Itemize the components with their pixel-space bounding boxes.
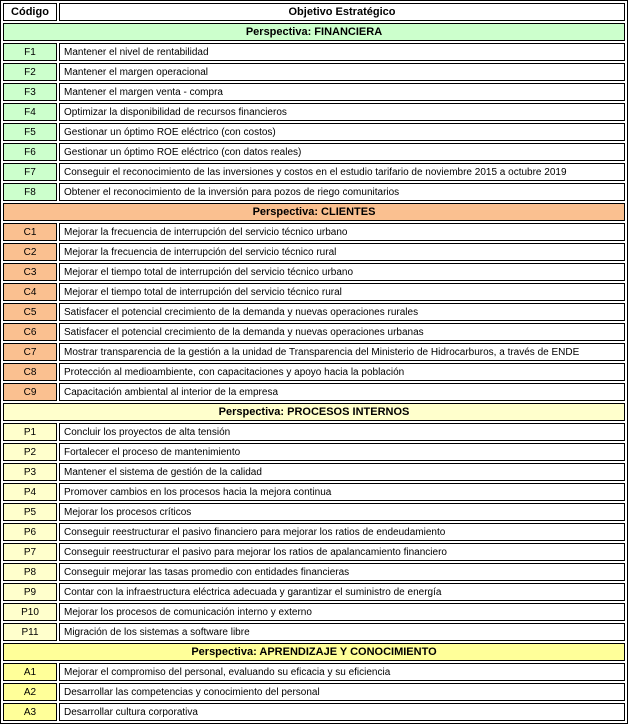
objective-cell: Mantener el margen venta - compra bbox=[59, 83, 625, 101]
objective-row bbox=[3, 563, 625, 581]
code-cell: C4 bbox=[3, 283, 57, 301]
objective-cell: Optimizar la disponibilidad de recursos financieros bbox=[59, 103, 625, 121]
code-cell: P11 bbox=[3, 623, 57, 641]
table-header-row bbox=[3, 3, 625, 21]
code-cell: P3 bbox=[3, 463, 57, 481]
objective-row bbox=[3, 243, 625, 261]
code-cell: F3 bbox=[3, 83, 57, 101]
code-cell: C1 bbox=[3, 223, 57, 241]
objective-row bbox=[3, 123, 625, 141]
objective-cell: Mejorar el tiempo total de interrupción del servicio técnico rural bbox=[59, 283, 625, 301]
code-cell: F7 bbox=[3, 163, 57, 181]
code-cell: P7 bbox=[3, 543, 57, 561]
code-cell: P2 bbox=[3, 443, 57, 461]
code-cell: A3 bbox=[3, 703, 57, 721]
objective-row bbox=[3, 363, 625, 381]
column-header-codigo: Código bbox=[3, 3, 57, 21]
objective-cell: Mejorar los procesos de comunicación interno y externo bbox=[59, 603, 625, 621]
objective-cell: Mejorar la frecuencia de interrupción del servicio técnico urbano bbox=[59, 223, 625, 241]
code-cell: A1 bbox=[3, 663, 57, 681]
code-cell: C5 bbox=[3, 303, 57, 321]
objective-cell: Capacitación ambiental al interior de la empresa bbox=[59, 383, 625, 401]
objective-cell: Concluir los proyectos de alta tensión bbox=[59, 423, 625, 441]
objective-cell: Gestionar un óptimo ROE eléctrico (con datos reales) bbox=[59, 143, 625, 161]
table-body bbox=[3, 23, 625, 721]
objective-cell: Conseguir mejorar las tasas promedio con entidades financieras bbox=[59, 563, 625, 581]
objective-cell: Satisfacer el potencial crecimiento de la demanda y nuevas operaciones rurales bbox=[59, 303, 625, 321]
objective-row bbox=[3, 63, 625, 81]
code-cell: C7 bbox=[3, 343, 57, 361]
code-cell: F2 bbox=[3, 63, 57, 81]
objective-cell: Fortalecer el proceso de mantenimiento bbox=[59, 443, 625, 461]
objective-row bbox=[3, 83, 625, 101]
objective-cell: Mejorar el tiempo total de interrupción del servicio técnico urbano bbox=[59, 263, 625, 281]
code-cell: C9 bbox=[3, 383, 57, 401]
code-cell: A2 bbox=[3, 683, 57, 701]
objective-row bbox=[3, 323, 625, 341]
objective-row bbox=[3, 163, 625, 181]
code-cell: F1 bbox=[3, 43, 57, 61]
objective-row bbox=[3, 483, 625, 501]
objective-row bbox=[3, 443, 625, 461]
objective-row bbox=[3, 503, 625, 521]
code-cell: F8 bbox=[3, 183, 57, 201]
code-cell: P5 bbox=[3, 503, 57, 521]
objective-row bbox=[3, 343, 625, 361]
objective-row bbox=[3, 583, 625, 601]
objective-cell: Promover cambios en los procesos hacia la mejora continua bbox=[59, 483, 625, 501]
code-cell: P10 bbox=[3, 603, 57, 621]
objective-cell: Conseguir el reconocimiento de las inversiones y costos en el estudio tarifario de noviembre 2015 a octubre 2019 bbox=[59, 163, 625, 181]
section-title: Perspectiva: FINANCIERA bbox=[3, 23, 625, 41]
objective-row bbox=[3, 543, 625, 561]
objective-row bbox=[3, 523, 625, 541]
code-cell: C2 bbox=[3, 243, 57, 261]
code-cell: P6 bbox=[3, 523, 57, 541]
code-cell: P1 bbox=[3, 423, 57, 441]
objective-row bbox=[3, 103, 625, 121]
objective-row bbox=[3, 43, 625, 61]
objective-cell: Desarrollar cultura corporativa bbox=[59, 703, 625, 721]
objective-cell: Gestionar un óptimo ROE eléctrico (con costos) bbox=[59, 123, 625, 141]
objective-row bbox=[3, 663, 625, 681]
objective-row bbox=[3, 283, 625, 301]
objective-cell: Satisfacer el potencial crecimiento de la demanda y nuevas operaciones urbanas bbox=[59, 323, 625, 341]
objective-row bbox=[3, 683, 625, 701]
section-header-row bbox=[3, 403, 625, 421]
code-cell: C3 bbox=[3, 263, 57, 281]
objective-cell: Desarrollar las competencias y conocimiento del personal bbox=[59, 683, 625, 701]
code-cell: F6 bbox=[3, 143, 57, 161]
objective-cell: Mejorar el compromiso del personal, evaluando su eficacia y su eficiencia bbox=[59, 663, 625, 681]
objective-row bbox=[3, 183, 625, 201]
objective-cell: Mantener el nivel de rentabilidad bbox=[59, 43, 625, 61]
code-cell: P4 bbox=[3, 483, 57, 501]
section-header-row bbox=[3, 23, 625, 41]
code-cell: C6 bbox=[3, 323, 57, 341]
section-header-row bbox=[3, 203, 625, 221]
section-title: Perspectiva: APRENDIZAJE Y CONOCIMIENTO bbox=[3, 643, 625, 661]
code-cell: P9 bbox=[3, 583, 57, 601]
section-title: Perspectiva: PROCESOS INTERNOS bbox=[3, 403, 625, 421]
objective-row bbox=[3, 603, 625, 621]
code-cell: F4 bbox=[3, 103, 57, 121]
section-header-row bbox=[3, 643, 625, 661]
objective-cell: Migración de los sistemas a software libre bbox=[59, 623, 625, 641]
objective-cell: Mantener el margen operacional bbox=[59, 63, 625, 81]
objective-row bbox=[3, 263, 625, 281]
objective-row bbox=[3, 423, 625, 441]
objective-cell: Protección al medioambiente, con capacitaciones y apoyo hacia la población bbox=[59, 363, 625, 381]
objective-row bbox=[3, 223, 625, 241]
objective-cell: Mostrar transparencia de la gestión a la unidad de Transparencia del Ministerio de Hidrocarburos, a través de ENDE bbox=[59, 343, 625, 361]
objective-row bbox=[3, 143, 625, 161]
objective-cell: Mejorar la frecuencia de interrupción del servicio técnico rural bbox=[59, 243, 625, 261]
objective-cell: Mantener el sistema de gestión de la calidad bbox=[59, 463, 625, 481]
code-cell: P8 bbox=[3, 563, 57, 581]
objective-cell: Mejorar los procesos críticos bbox=[59, 503, 625, 521]
section-title: Perspectiva: CLIENTES bbox=[3, 203, 625, 221]
objective-row bbox=[3, 703, 625, 721]
objective-row bbox=[3, 303, 625, 321]
objective-cell: Conseguir reestructurar el pasivo financiero para mejorar los ratios de endeudamiento bbox=[59, 523, 625, 541]
objective-cell: Contar con la infraestructura eléctrica adecuada y garantizar el suministro de energía bbox=[59, 583, 625, 601]
objective-row bbox=[3, 623, 625, 641]
code-cell: F5 bbox=[3, 123, 57, 141]
code-cell: C8 bbox=[3, 363, 57, 381]
objective-row bbox=[3, 463, 625, 481]
objective-cell: Conseguir reestructurar el pasivo para mejorar los ratios de apalancamiento financiero bbox=[59, 543, 625, 561]
column-header-objetivo: Objetivo Estratégico bbox=[59, 3, 625, 21]
objective-cell: Obtener el reconocimiento de la inversión para pozos de riego comunitarios bbox=[59, 183, 625, 201]
objective-row bbox=[3, 383, 625, 401]
